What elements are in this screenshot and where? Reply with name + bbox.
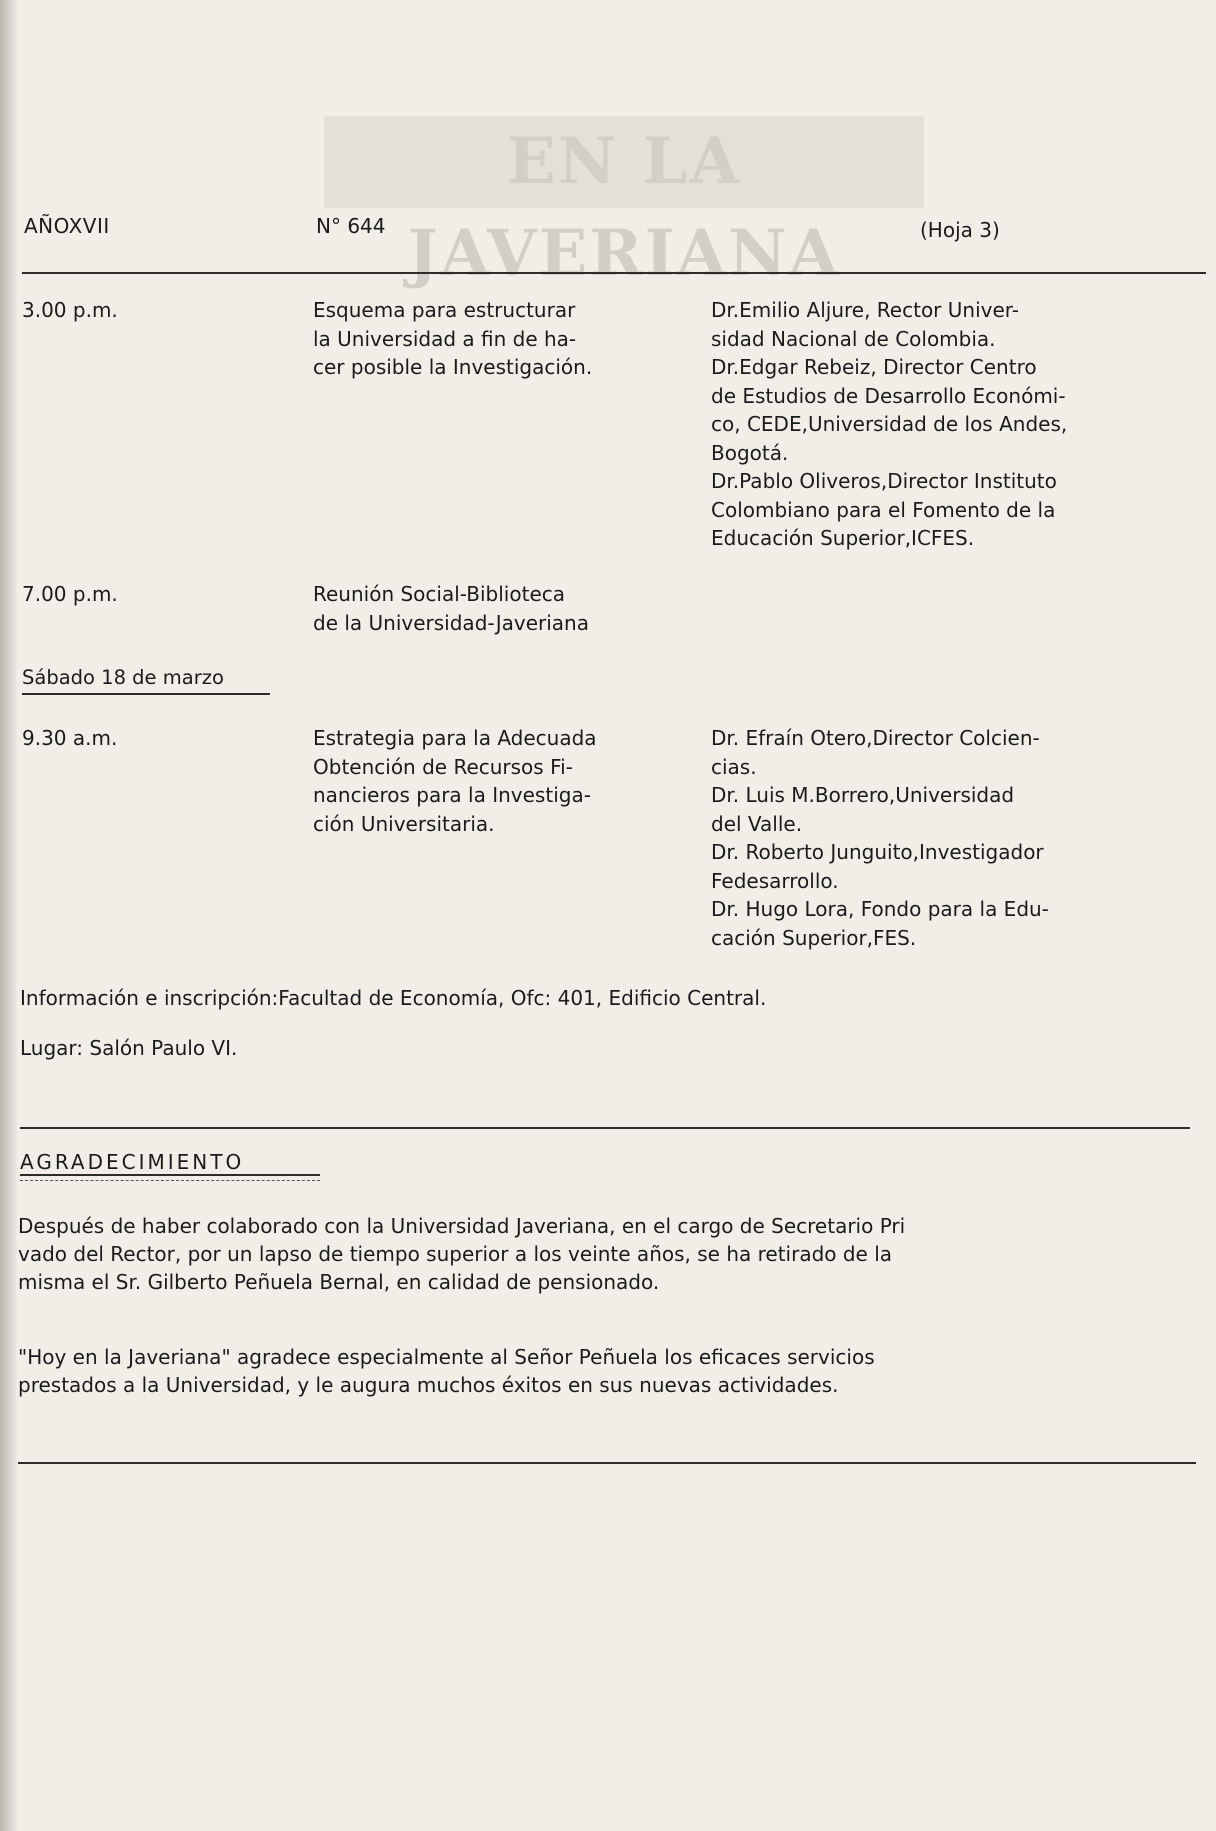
day-heading: Sábado 18 de marzo [22, 666, 224, 689]
registration-info: Información e inscripción:Facultad de Economía, Ofc: 401, Edificio Central. [20, 986, 767, 1010]
year-label: AÑOXVII [24, 214, 110, 238]
speaker-line: Dr. Roberto Junguito,Investigador [711, 840, 1044, 864]
speaker-line: Dr. Hugo Lora, Fondo para la Edu- [711, 897, 1049, 921]
speaker-line: cias. [711, 754, 757, 779]
speaker-line: Fedesarrollo. [711, 868, 839, 893]
paragraph-line: vado del Rector, por un lapso de tiempo superior a los veinte años, se ha retirado de la [18, 1242, 893, 1266]
issue-number: N° 644 [316, 214, 386, 238]
thanks-paragraph [18, 1343, 1158, 1399]
section-divider [20, 1127, 1190, 1129]
event-topic [313, 724, 683, 838]
topic-line: ción Universitaria. [313, 811, 495, 836]
day-heading-underline [22, 693, 270, 695]
acknowledgment-paragraph [18, 1212, 1158, 1296]
topic-line: de la Universidad-Javeriana [313, 610, 589, 635]
header-rule [22, 272, 1206, 274]
paragraph-line: Después de haber colaborado con la Universidad Javeriana, en el cargo de Secretario Pri [18, 1214, 906, 1238]
topic-line: Esquema para estructurar [313, 298, 576, 322]
speaker-line: Dr.Pablo Oliveros,Director Instituto [711, 469, 1057, 493]
speaker-line: Dr. Efraín Otero,Director Colcien- [711, 726, 1040, 750]
title-underline-dashed [20, 1180, 320, 1181]
event-time: 3.00 p.m. [22, 298, 118, 322]
event-topic [313, 580, 683, 637]
topic-line: Obtención de Recursos Fi- [313, 754, 573, 779]
event-time: 7.00 p.m. [22, 582, 118, 606]
speaker-line: Colombiano para el Fomento de la [711, 497, 1056, 522]
bottom-divider [18, 1462, 1196, 1464]
event-speakers [711, 724, 1201, 952]
topic-line: nancieros para la Investiga- [313, 783, 591, 807]
event-speakers [711, 296, 1201, 553]
topic-line: Reunión Social-Biblioteca [313, 582, 566, 606]
speaker-line: cación Superior,FES. [711, 925, 917, 950]
sheet-number: (Hoja 3) [920, 218, 1000, 242]
speaker-line: sidad Nacional de Colombia. [711, 326, 996, 351]
event-location: Lugar: Salón Paulo VI. [20, 1036, 238, 1060]
title-underline [20, 1174, 320, 1176]
speaker-line: Bogotá. [711, 440, 789, 465]
speaker-line: co, CEDE,Universidad de los Andes, [711, 412, 1068, 436]
speaker-line: Educación Superior,ICFES. [711, 526, 975, 550]
topic-line: la Universidad a fin de ha- [313, 326, 577, 351]
speaker-line: de Estudios de Desarrollo Económi- [711, 383, 1066, 408]
event-topic [313, 296, 683, 382]
topic-line: Estrategia para la Adecuada [313, 726, 597, 750]
acknowledgment-title: AGRADECIMIENTO [20, 1150, 245, 1174]
topic-line: cer posible la Investigación. [313, 355, 593, 379]
masthead-bleed-through: EN LA JAVERIANA [324, 116, 924, 208]
paragraph-line: prestados a la Universidad, y le augura muchos éxitos en sus nuevas actividades. [18, 1373, 839, 1397]
speaker-line: Dr. Luis M.Borrero,Universidad [711, 783, 1015, 807]
speaker-line: del Valle. [711, 811, 803, 836]
speaker-line: Dr.Emilio Aljure, Rector Univer- [711, 298, 1019, 322]
page-edge-shadow [0, 0, 18, 1831]
event-time: 9.30 a.m. [22, 726, 118, 750]
speaker-line: Dr.Edgar Rebeiz, Director Centro [711, 355, 1037, 379]
paragraph-line: "Hoy en la Javeriana" agradece especialmente al Señor Peñuela los eficaces servicios [18, 1345, 875, 1369]
paragraph-line: misma el Sr. Gilberto Peñuela Bernal, en calidad de pensionado. [18, 1270, 660, 1294]
